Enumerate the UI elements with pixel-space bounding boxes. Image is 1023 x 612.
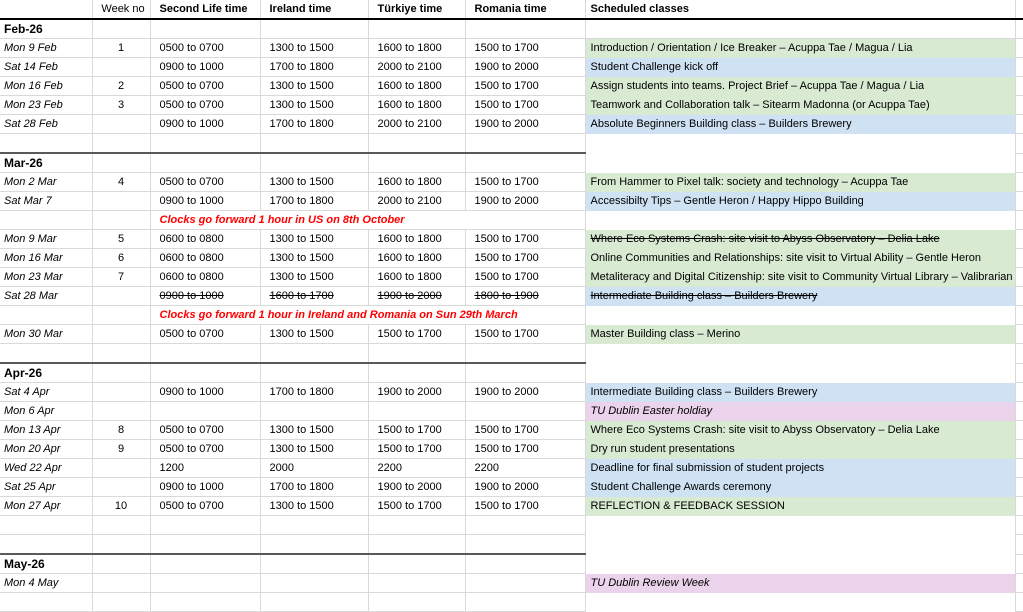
empty-cell[interactable] [465,153,585,173]
week-cell[interactable] [92,115,150,134]
week-cell[interactable]: 4 [92,173,150,192]
class-cell[interactable]: TU Dublin Review Week [585,574,1015,593]
header-cell-turkiye-time[interactable]: Türkiye time [368,0,465,19]
time-cell-turkiye[interactable]: 1900 to 2000 [368,478,465,497]
schedule-row [0,383,1023,402]
time-cell-ireland[interactable]: 1300 to 1500 [260,268,368,287]
time-cell-second-life[interactable]: 0600 to 0800 [150,249,260,268]
clock-change-note-row [0,306,1023,325]
week-cell[interactable] [92,535,150,555]
empty-cell[interactable] [150,554,260,574]
month-section-row [0,554,1023,574]
time-cell-ireland[interactable]: 1300 to 1500 [260,96,368,115]
date-cell[interactable]: Mon 13 Apr [0,421,92,440]
class-cell[interactable]: TU Dublin Easter holdiay [585,402,1015,421]
schedule-row [0,173,1023,192]
time-cell-turkiye[interactable]: 1600 to 1800 [368,39,465,58]
header-cell-ireland-time[interactable]: Ireland time [260,0,368,19]
date-cell[interactable]: Mon 6 Apr [0,402,92,421]
schedule-row [0,440,1023,459]
time-cell-ireland[interactable]: 1300 to 1500 [260,39,368,58]
blank-row [0,593,1023,612]
week-cell[interactable] [92,383,150,402]
class-cell[interactable] [585,363,1015,383]
empty-cell[interactable] [150,363,260,383]
header-cell-blank[interactable] [0,0,92,19]
empty-cell[interactable] [368,554,465,574]
schedule-row [0,478,1023,497]
spacer-cell[interactable] [1015,58,1023,77]
class-cell[interactable]: Metaliteracy and Digital Citizenship: site visit to Community Virtual Library – Valibrarian [585,268,1015,287]
week-cell[interactable] [92,478,150,497]
time-cell-second-life[interactable]: 0900 to 1000 [150,115,260,134]
time-cell-romania[interactable] [465,402,585,421]
time-cell-romania[interactable]: 1500 to 1700 [465,230,585,249]
time-cell-romania[interactable] [465,134,585,154]
empty-cell[interactable] [368,153,465,173]
class-cell[interactable]: Online Communities and Relationships: site visit to Virtual Ability – Gentle Heron [585,249,1015,268]
class-cell[interactable] [585,554,1015,574]
time-cell-ireland[interactable]: 1300 to 1500 [260,421,368,440]
empty-cell[interactable] [368,363,465,383]
time-cell-ireland[interactable]: 1300 to 1500 [260,325,368,344]
date-cell[interactable]: Mon 23 Mar [0,268,92,287]
time-cell-second-life[interactable]: 0500 to 0700 [150,77,260,96]
week-cell[interactable]: 10 [92,497,150,516]
time-cell-turkiye[interactable] [368,535,465,555]
spacer-cell[interactable] [1015,516,1023,535]
schedule-row [0,115,1023,134]
header-cell-week-no[interactable]: Week no [92,0,150,19]
time-cell-second-life[interactable]: 0900 to 1000 [150,478,260,497]
time-cell-ireland[interactable]: 1300 to 1500 [260,249,368,268]
time-cell-romania[interactable] [465,574,585,593]
week-cell[interactable]: 8 [92,421,150,440]
spacer-cell[interactable] [1015,421,1023,440]
date-cell[interactable] [0,134,92,154]
time-cell-romania[interactable]: 1500 to 1700 [465,77,585,96]
time-cell-romania[interactable] [465,593,585,612]
date-cell[interactable]: Mon 16 Feb [0,77,92,96]
time-cell-ireland[interactable]: 1300 to 1500 [260,230,368,249]
time-cell-ireland[interactable]: 1300 to 1500 [260,440,368,459]
time-cell-romania[interactable]: 1500 to 1700 [465,440,585,459]
time-cell-second-life[interactable]: 0900 to 1000 [150,58,260,77]
spacer-cell[interactable] [1015,192,1023,211]
spacer-cell[interactable] [1015,325,1023,344]
date-cell[interactable]: Mon 16 Mar [0,249,92,268]
time-cell-romania[interactable]: 1900 to 2000 [465,58,585,77]
week-cell[interactable]: 6 [92,249,150,268]
time-cell-romania[interactable]: 1500 to 1700 [465,173,585,192]
class-cell[interactable]: Intermediate Building class – Builders Brewery [585,287,1015,306]
header-cell-romania-time[interactable]: Romania time [465,0,585,19]
schedule-row [0,268,1023,287]
time-cell-second-life[interactable] [150,535,260,555]
date-cell[interactable]: Sat 28 Feb [0,115,92,134]
clock-change-note[interactable]: Clocks go forward 1 hour in US on 8th October [150,211,585,230]
spacer-cell[interactable] [1015,593,1023,612]
spacer-cell[interactable] [1015,211,1023,230]
time-cell-romania[interactable]: 1500 to 1700 [465,96,585,115]
time-cell-ireland[interactable] [260,134,368,154]
time-cell-turkiye[interactable] [368,574,465,593]
date-cell[interactable]: Sat 4 Apr [0,383,92,402]
header-cell-spacer[interactable] [1015,0,1023,19]
week-cell[interactable]: 2 [92,77,150,96]
time-cell-romania[interactable]: 1900 to 2000 [465,192,585,211]
empty-cell[interactable] [260,19,368,39]
blank-row [0,134,1023,154]
date-cell[interactable]: Mon 20 Apr [0,440,92,459]
time-cell-second-life[interactable]: 0500 to 0700 [150,440,260,459]
schedule-row [0,574,1023,593]
time-cell-turkiye[interactable]: 1500 to 1700 [368,440,465,459]
time-cell-romania[interactable] [465,535,585,555]
week-cell[interactable] [92,344,150,364]
spacer-cell[interactable] [1015,574,1023,593]
time-cell-romania[interactable]: 1500 to 1700 [465,39,585,58]
empty-cell[interactable] [92,554,150,574]
spacer-cell[interactable] [1015,134,1023,154]
empty-cell[interactable] [260,554,368,574]
class-cell[interactable]: Assign students into teams. Project Brief – Acuppa Tae / Magua / Lia [585,77,1015,96]
week-cell[interactable]: 9 [92,440,150,459]
time-cell-ireland[interactable] [260,516,368,535]
class-cell[interactable]: REFLECTION & FEEDBACK SESSION [585,497,1015,516]
week-cell[interactable] [92,211,150,230]
class-cell[interactable] [585,535,1015,555]
time-cell-turkiye[interactable]: 1600 to 1800 [368,96,465,115]
time-cell-second-life[interactable] [150,574,260,593]
time-cell-ireland[interactable]: 1300 to 1500 [260,77,368,96]
time-cell-ireland[interactable]: 2000 [260,459,368,478]
time-cell-second-life[interactable]: 0500 to 0700 [150,39,260,58]
month-label-cell[interactable]: Mar-26 [0,153,92,173]
spacer-cell[interactable] [1015,115,1023,134]
time-cell-romania[interactable] [465,344,585,364]
class-cell[interactable]: Dry run student presentations [585,440,1015,459]
header-row [0,0,1023,19]
week-cell[interactable] [92,58,150,77]
date-cell[interactable] [0,306,92,325]
schedule-row [0,402,1023,421]
time-cell-romania[interactable]: 2200 [465,459,585,478]
month-section-row [0,363,1023,383]
time-cell-romania[interactable]: 1500 to 1700 [465,325,585,344]
class-cell[interactable]: Introduction / Orientation / Ice Breaker – Acuppa Tae / Magua / Lia [585,39,1015,58]
spacer-cell[interactable] [1015,554,1023,574]
time-cell-turkiye[interactable]: 1500 to 1700 [368,421,465,440]
time-cell-turkiye[interactable]: 2000 to 2100 [368,115,465,134]
time-cell-turkiye[interactable] [368,516,465,535]
spacer-cell[interactable] [1015,383,1023,402]
time-cell-second-life[interactable]: 0600 to 0800 [150,268,260,287]
time-cell-second-life[interactable] [150,344,260,364]
time-cell-romania[interactable]: 1500 to 1700 [465,421,585,440]
class-cell[interactable]: Master Building class – Merino [585,325,1015,344]
class-cell[interactable]: Absolute Beginners Building class – Builders Brewery [585,115,1015,134]
week-cell[interactable] [92,287,150,306]
time-cell-turkiye[interactable] [368,593,465,612]
class-cell[interactable]: Accessibilty Tips – Gentle Heron / Happy Hippo Building [585,192,1015,211]
week-cell[interactable]: 3 [92,96,150,115]
class-cell[interactable] [585,211,1015,230]
blank-row [0,516,1023,535]
time-cell-turkiye[interactable]: 1600 to 1800 [368,77,465,96]
class-cell[interactable]: Deadline for final submission of student projects [585,459,1015,478]
time-cell-ireland[interactable]: 1700 to 1800 [260,478,368,497]
date-cell[interactable]: Sat 28 Mar [0,287,92,306]
date-cell[interactable]: Wed 22 Apr [0,459,92,478]
time-cell-second-life[interactable]: 0500 to 0700 [150,421,260,440]
time-cell-turkiye[interactable]: 1900 to 2000 [368,287,465,306]
schedule-row [0,230,1023,249]
spacer-cell[interactable] [1015,153,1023,173]
time-cell-second-life[interactable] [150,516,260,535]
empty-cell[interactable] [150,19,260,39]
blank-row [0,344,1023,364]
time-cell-romania[interactable]: 1900 to 2000 [465,383,585,402]
date-cell[interactable] [0,516,92,535]
date-cell[interactable] [0,211,92,230]
time-cell-second-life[interactable] [150,402,260,421]
week-cell[interactable]: 1 [92,39,150,58]
spacer-cell[interactable] [1015,96,1023,115]
time-cell-turkiye[interactable] [368,402,465,421]
time-cell-turkiye[interactable]: 1500 to 1700 [368,497,465,516]
blank-row [0,535,1023,555]
date-cell[interactable]: Sat 14 Feb [0,58,92,77]
schedule-row [0,249,1023,268]
week-cell[interactable] [92,574,150,593]
empty-cell[interactable] [260,363,368,383]
date-cell[interactable]: Mon 2 Mar [0,173,92,192]
spacer-cell[interactable] [1015,459,1023,478]
spacer-cell[interactable] [1015,402,1023,421]
empty-cell[interactable] [465,363,585,383]
class-cell[interactable] [585,516,1015,535]
schedule-row [0,192,1023,211]
time-cell-second-life[interactable]: 0500 to 0700 [150,173,260,192]
month-section-row [0,19,1023,39]
time-cell-second-life[interactable]: 1200 [150,459,260,478]
spacer-cell[interactable] [1015,77,1023,96]
date-cell[interactable] [0,535,92,555]
date-cell[interactable] [0,593,92,612]
date-cell[interactable]: Mon 9 Feb [0,39,92,58]
date-cell[interactable]: Sat 25 Apr [0,478,92,497]
time-cell-second-life[interactable]: 0900 to 1000 [150,192,260,211]
spacer-cell[interactable] [1015,39,1023,58]
empty-cell[interactable] [260,153,368,173]
month-section-row [0,153,1023,173]
time-cell-second-life[interactable]: 0900 to 1000 [150,287,260,306]
time-cell-second-life[interactable]: 0500 to 0700 [150,497,260,516]
spacer-cell[interactable] [1015,363,1023,383]
schedule-row [0,497,1023,516]
week-cell[interactable] [92,134,150,154]
schedule-row [0,421,1023,440]
time-cell-ireland[interactable] [260,344,368,364]
week-cell[interactable] [92,325,150,344]
week-cell[interactable]: 5 [92,230,150,249]
time-cell-second-life[interactable] [150,134,260,154]
time-cell-turkiye[interactable]: 1600 to 1800 [368,173,465,192]
empty-cell[interactable] [92,19,150,39]
time-cell-second-life[interactable]: 0500 to 0700 [150,325,260,344]
spacer-cell[interactable] [1015,230,1023,249]
schedule-row [0,325,1023,344]
class-cell[interactable]: Teamwork and Collaboration talk – Sitearm Madonna (or Acuppa Tae) [585,96,1015,115]
time-cell-turkiye[interactable]: 1600 to 1800 [368,230,465,249]
class-cell[interactable] [585,19,1015,39]
spacer-cell[interactable] [1015,478,1023,497]
spacer-cell[interactable] [1015,306,1023,325]
header-cell-scheduled-classes[interactable]: Scheduled classes [585,0,1015,19]
time-cell-ireland[interactable]: 1700 to 1800 [260,383,368,402]
class-cell[interactable] [585,344,1015,364]
spacer-cell[interactable] [1015,173,1023,192]
time-cell-romania[interactable]: 1500 to 1700 [465,268,585,287]
empty-cell[interactable] [92,363,150,383]
time-cell-second-life[interactable] [150,593,260,612]
week-cell[interactable] [92,516,150,535]
spacer-cell[interactable] [1015,497,1023,516]
month-label-cell[interactable]: Feb-26 [0,19,92,39]
spacer-cell[interactable] [1015,440,1023,459]
time-cell-second-life[interactable]: 0500 to 0700 [150,96,260,115]
time-cell-ireland[interactable] [260,574,368,593]
date-cell[interactable]: Mon 23 Feb [0,96,92,115]
time-cell-turkiye[interactable]: 1500 to 1700 [368,325,465,344]
time-cell-turkiye[interactable]: 1600 to 1800 [368,268,465,287]
time-cell-ireland[interactable]: 1700 to 1800 [260,115,368,134]
time-cell-turkiye[interactable] [368,134,465,154]
spacer-cell[interactable] [1015,268,1023,287]
time-cell-ireland[interactable] [260,593,368,612]
date-cell[interactable] [0,344,92,364]
class-cell[interactable]: Where Eco Systems Crash: site visit to Abyss Observatory – Delia Lake [585,421,1015,440]
spacer-cell[interactable] [1015,535,1023,555]
week-cell[interactable] [92,192,150,211]
class-cell[interactable] [585,593,1015,612]
time-cell-second-life[interactable]: 0900 to 1000 [150,383,260,402]
class-cell[interactable]: From Hammer to Pixel talk: society and technology – Acuppa Tae [585,173,1015,192]
week-cell[interactable] [92,306,150,325]
time-cell-romania[interactable] [465,516,585,535]
time-cell-second-life[interactable]: 0600 to 0800 [150,230,260,249]
time-cell-ireland[interactable]: 1300 to 1500 [260,497,368,516]
schedule-row [0,39,1023,58]
time-cell-turkiye[interactable]: 1600 to 1800 [368,249,465,268]
time-cell-ireland[interactable]: 1300 to 1500 [260,173,368,192]
class-cell[interactable]: Where Eco Systems Crash: site visit to Abyss Observatory – Delia Lake [585,230,1015,249]
date-cell[interactable]: Mon 4 May [0,574,92,593]
date-cell[interactable]: Mon 9 Mar [0,230,92,249]
schedule-row [0,96,1023,115]
time-cell-ireland[interactable]: 1700 to 1800 [260,58,368,77]
schedule-row [0,287,1023,306]
time-cell-turkiye[interactable]: 1900 to 2000 [368,383,465,402]
schedule-row [0,77,1023,96]
month-label-cell[interactable]: May-26 [0,554,92,574]
week-cell[interactable] [92,402,150,421]
spacer-cell[interactable] [1015,249,1023,268]
class-cell[interactable]: Student Challenge kick off [585,58,1015,77]
empty-cell[interactable] [92,153,150,173]
time-cell-ireland[interactable]: 1700 to 1800 [260,192,368,211]
clock-change-note-row [0,211,1023,230]
time-cell-turkiye[interactable]: 2000 to 2100 [368,192,465,211]
time-cell-turkiye[interactable]: 2000 to 2100 [368,58,465,77]
week-cell[interactable] [92,459,150,478]
date-cell[interactable]: Mon 27 Apr [0,497,92,516]
week-cell[interactable]: 7 [92,268,150,287]
time-cell-romania[interactable]: 1900 to 2000 [465,115,585,134]
spacer-cell[interactable] [1015,287,1023,306]
schedule-row [0,58,1023,77]
date-cell[interactable]: Mon 30 Mar [0,325,92,344]
schedule-row [0,459,1023,478]
class-cell[interactable] [585,153,1015,173]
class-cell[interactable]: Intermediate Building class – Builders Brewery [585,383,1015,402]
month-label-cell[interactable]: Apr-26 [0,363,92,383]
time-cell-ireland[interactable]: 1600 to 1700 [260,287,368,306]
empty-cell[interactable] [465,19,585,39]
empty-cell[interactable] [368,19,465,39]
empty-cell[interactable] [465,554,585,574]
spacer-cell[interactable] [1015,19,1023,39]
week-cell[interactable] [92,593,150,612]
empty-cell[interactable] [150,153,260,173]
time-cell-turkiye[interactable] [368,344,465,364]
class-cell[interactable] [585,134,1015,154]
header-cell-second-life-time[interactable]: Second Life time [150,0,260,19]
time-cell-romania[interactable]: 1800 to 1900 [465,287,585,306]
time-cell-ireland[interactable] [260,535,368,555]
time-cell-romania[interactable]: 1500 to 1700 [465,249,585,268]
class-cell[interactable] [585,306,1015,325]
time-cell-turkiye[interactable]: 2200 [368,459,465,478]
spacer-cell[interactable] [1015,344,1023,364]
time-cell-romania[interactable]: 1500 to 1700 [465,497,585,516]
time-cell-romania[interactable]: 1900 to 2000 [465,478,585,497]
clock-change-note[interactable]: Clocks go forward 1 hour in Ireland and Romania on Sun 29th March [150,306,585,325]
class-cell[interactable]: Student Challenge Awards ceremony [585,478,1015,497]
date-cell[interactable]: Sat Mar 7 [0,192,92,211]
time-cell-ireland[interactable] [260,402,368,421]
